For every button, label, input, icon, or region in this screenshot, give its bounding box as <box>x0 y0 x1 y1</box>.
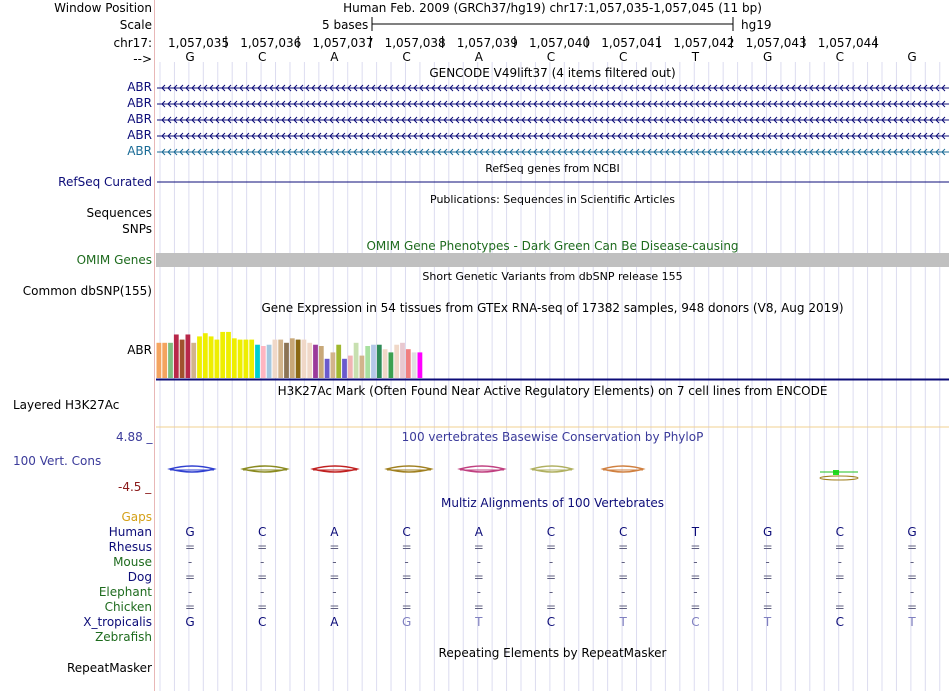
base-letter: C <box>546 50 556 64</box>
gencode-item-label[interactable]: ABR <box>127 80 152 94</box>
species-label[interactable]: Mouse <box>113 555 152 569</box>
species-label[interactable]: Zebrafish <box>95 630 152 644</box>
alignment-base: - <box>476 555 481 569</box>
gtex-bar <box>249 340 254 378</box>
snps-label[interactable]: SNPs <box>122 222 152 236</box>
alignment-base: = <box>184 540 196 554</box>
alignment-base: C <box>691 615 700 629</box>
alignment-base: - <box>548 555 554 569</box>
scale-label: Scale <box>119 18 152 32</box>
phylop-max: 4.88 _ <box>116 430 153 444</box>
phylop-glyph <box>532 466 572 472</box>
gaps-label[interactable]: Gaps <box>121 510 152 524</box>
position-tick-label: 1,057,044 <box>817 36 879 50</box>
base-letter: C <box>618 50 628 64</box>
alignment-base: = <box>545 600 557 614</box>
alignment-base: C <box>835 615 844 629</box>
alignment-base: C <box>618 525 628 539</box>
alignment-base: = <box>545 540 557 554</box>
h3k27ac-label[interactable]: Layered H3K27Ac <box>13 398 120 412</box>
gtex-bar <box>226 332 231 378</box>
refseq-track-title: RefSeq genes from NCBI <box>485 162 620 175</box>
gtex-bar <box>377 345 382 378</box>
alignment-base: A <box>474 525 483 539</box>
phylop-glyph <box>460 466 504 472</box>
alignment-base: - <box>187 555 193 569</box>
alignment-base: T <box>691 525 700 539</box>
position-tick-label: 1,057,043 <box>745 36 807 50</box>
alignment-base: T <box>619 615 627 629</box>
gtex-bar <box>162 343 167 378</box>
base-letter: A <box>474 50 483 64</box>
gtex-bar <box>186 334 191 378</box>
multiz-track-title: Multiz Alignments of 100 Vertebrates <box>440 496 665 510</box>
dbsnp-label[interactable]: Common dbSNP(155) <box>22 284 152 298</box>
gtex-bar <box>191 343 196 378</box>
gtex-bar <box>418 352 423 378</box>
position-tick-label: 1,057,037 <box>312 36 374 50</box>
alignment-base: = <box>473 540 484 554</box>
alignment-base: = <box>762 570 773 584</box>
alignment-base: = <box>906 540 918 554</box>
window-position-label: Window Position <box>54 1 152 15</box>
gencode-item-label[interactable]: ABR <box>127 128 152 142</box>
gtex-bar <box>290 338 295 378</box>
alignment-base: = <box>257 570 268 584</box>
alignment-base: = <box>618 570 629 584</box>
gtex-bar <box>220 332 225 378</box>
alignment-base: T <box>475 615 483 629</box>
alignment-base: C <box>546 615 556 629</box>
alignment-base: = <box>834 540 845 554</box>
gtex-bar <box>354 343 359 378</box>
gtex-bar <box>278 340 283 378</box>
base-letter: G <box>185 50 195 64</box>
omim-label[interactable]: OMIM Genes <box>76 253 152 267</box>
alignment-base: = <box>329 570 340 584</box>
gencode-item-label[interactable]: ABR <box>127 96 152 110</box>
gtex-bar <box>412 352 417 378</box>
position-tick-label: 1,057,041 <box>601 36 663 50</box>
gtex-bar <box>203 333 208 378</box>
position-tick-label: 1,057,039 <box>456 36 518 50</box>
gencode-item-label[interactable]: ABR <box>127 112 152 126</box>
alignment-base: T <box>908 615 916 629</box>
alignment-base: = <box>906 600 918 614</box>
species-label[interactable]: Human <box>108 525 152 539</box>
alignment-base: - <box>404 555 409 569</box>
alignment-base: - <box>404 585 409 599</box>
gtex-bar <box>389 352 394 378</box>
alignment-base: C <box>835 525 844 539</box>
scale-assembly: hg19 <box>741 18 772 32</box>
gencode-item-label[interactable]: ABR <box>127 144 152 158</box>
alignment-base: - <box>909 585 915 599</box>
alignment-base: C <box>257 615 267 629</box>
gtex-bar <box>394 345 399 378</box>
alignment-base: - <box>837 585 842 599</box>
alignment-base: = <box>257 540 268 554</box>
alignment-base: G <box>401 615 412 629</box>
gtex-track-title: Gene Expression in 54 tissues from GTEx RNA-seq of 17382 samples, 948 donors (V8, Aug 2019) <box>261 301 844 315</box>
phylop-min: -4.5 _ <box>118 480 152 494</box>
alignment-base: - <box>909 555 915 569</box>
alignment-base: = <box>690 570 701 584</box>
gtex-bar <box>215 340 220 378</box>
alignment-base: = <box>545 570 557 584</box>
alignment-base: - <box>693 555 698 569</box>
base-letter: G <box>762 50 773 64</box>
phylop-glyph <box>243 466 287 472</box>
gtex-bar <box>348 356 353 378</box>
alignment-base: C <box>546 525 556 539</box>
phylop-glyph <box>313 466 357 472</box>
chrom-label: chr17: <box>113 36 152 50</box>
base-letter: T <box>691 50 700 64</box>
gtex-bar <box>296 340 301 378</box>
gtex-bar <box>197 336 202 378</box>
gtex-bar <box>360 356 365 378</box>
gencode-track-title: GENCODE V49lift37 (4 items filtered out) <box>429 66 676 80</box>
alignment-base: - <box>332 555 337 569</box>
alignment-base: - <box>621 585 626 599</box>
gtex-bar <box>180 340 185 378</box>
alignment-base: = <box>401 540 412 554</box>
alignment-base: C <box>257 525 267 539</box>
phylop-glyph <box>170 466 214 472</box>
phylop-label[interactable]: 100 Vert. Cons <box>13 454 102 468</box>
alignment-base: = <box>906 570 918 584</box>
gtex-bar <box>174 334 179 378</box>
alignment-base: G <box>762 525 773 539</box>
alignment-base: = <box>473 570 484 584</box>
alignment-base: - <box>332 585 337 599</box>
gtex-bar <box>168 343 173 378</box>
gtex-bar <box>400 343 405 378</box>
base-letter: C <box>835 50 844 64</box>
alignment-base: = <box>329 540 340 554</box>
alignment-base: C <box>402 525 411 539</box>
base-letter: C <box>257 50 267 64</box>
alignment-base: - <box>837 555 842 569</box>
publications-label[interactable]: Sequences <box>86 206 152 220</box>
alignment-base: G <box>907 525 917 539</box>
base-letter: A <box>330 50 339 64</box>
gtex-bar <box>302 340 307 378</box>
alignment-base: = <box>473 600 484 614</box>
publications-track-title: Publications: Sequences in Scientific Articles <box>430 193 675 206</box>
alignment-base: - <box>765 555 770 569</box>
alignment-base: = <box>762 540 773 554</box>
gtex-bar <box>336 345 341 378</box>
gtex-bar <box>319 346 324 378</box>
h3k27ac-track-title: H3K27Ac Mark (Often Found Near Active Regulatory Elements) on 7 cell lines from ENCODE <box>277 384 828 398</box>
gtex-bar <box>365 346 370 378</box>
alignment-base: - <box>476 585 481 599</box>
gtex-bar <box>255 345 260 378</box>
gtex-bar <box>261 346 266 378</box>
species-label[interactable]: Elephant <box>98 585 152 599</box>
alignment-base: - <box>621 555 626 569</box>
alignment-base: G <box>185 525 195 539</box>
alignment-base: = <box>690 600 701 614</box>
repeatmasker-label[interactable]: RepeatMasker <box>66 661 152 675</box>
alignment-base: A <box>330 525 339 539</box>
gtex-bar <box>313 345 318 378</box>
omim-track-title: OMIM Gene Phenotypes - Dark Green Can Be Disease-causing <box>366 239 739 253</box>
gtex-bar <box>238 340 243 378</box>
alignment-base: = <box>762 600 773 614</box>
gtex-bar <box>157 343 162 378</box>
omim-bar <box>156 253 949 267</box>
alignment-base: = <box>257 600 268 614</box>
position-tick-label: 1,057,035 <box>168 36 230 50</box>
base-letter: C <box>402 50 411 64</box>
alignment-base: - <box>187 585 193 599</box>
gtex-bar <box>342 359 347 378</box>
base-letter: G <box>907 50 917 64</box>
species-label[interactable]: Rhesus <box>108 540 152 554</box>
alignment-base: - <box>693 585 698 599</box>
gtex-bar <box>273 340 278 378</box>
alignment-base: = <box>690 540 701 554</box>
gtex-bar <box>284 343 289 378</box>
phylop-track-title: 100 vertebrates Basewise Conservation by PhyloP <box>401 430 704 444</box>
position-tick-label: 1,057,040 <box>529 36 591 50</box>
alignment-base: = <box>834 570 845 584</box>
position-tick-label: 1,057,042 <box>673 36 735 50</box>
gtex-bar <box>325 359 330 378</box>
alignment-base: = <box>184 570 196 584</box>
position-tick-label: 1,057,038 <box>384 36 446 50</box>
gtex-bar <box>267 345 272 378</box>
position-tick-label: 1,057,036 <box>240 36 302 50</box>
alignment-base: = <box>329 600 340 614</box>
gtex-bar <box>232 338 237 378</box>
alignment-base: - <box>765 585 770 599</box>
alignment-base: = <box>618 540 629 554</box>
gtex-bar <box>406 349 411 378</box>
phylop-glyph <box>387 466 431 472</box>
species-label[interactable]: Chicken <box>104 600 152 614</box>
species-label[interactable]: Dog <box>127 570 152 584</box>
gtex-bar <box>383 349 388 378</box>
alignment-base: - <box>260 555 265 569</box>
alignment-base: G <box>185 615 195 629</box>
alignment-base: - <box>260 585 265 599</box>
alignment-base: - <box>548 585 554 599</box>
scale-value: 5 bases <box>322 18 369 32</box>
alignment-base: = <box>834 600 845 614</box>
gtex-bar <box>331 352 336 378</box>
alignment-base: T <box>763 615 772 629</box>
alignment-base: = <box>401 600 412 614</box>
strand-label: --> <box>133 52 152 66</box>
dbsnp-track-title: Short Genetic Variants from dbSNP release 155 <box>422 270 683 283</box>
alignment-base: A <box>330 615 339 629</box>
alignment-base: = <box>618 600 629 614</box>
gtex-bar <box>209 336 214 378</box>
species-label[interactable]: X_tropicalis <box>83 615 152 629</box>
gtex-bar <box>244 340 249 378</box>
alignment-base: = <box>401 570 412 584</box>
gtex-bar <box>307 343 312 378</box>
alignment-base: = <box>184 600 196 614</box>
window-position-value[interactable]: Human Feb. 2009 (GRCh37/hg19) chr17:1,057,035-1,057,045 (11 bp) <box>343 1 762 15</box>
gtex-bar <box>371 345 376 378</box>
repeatmasker-track-title: Repeating Elements by RepeatMasker <box>438 646 667 660</box>
refseq-label[interactable]: RefSeq Curated <box>58 175 152 189</box>
gtex-label[interactable]: ABR <box>127 343 152 357</box>
